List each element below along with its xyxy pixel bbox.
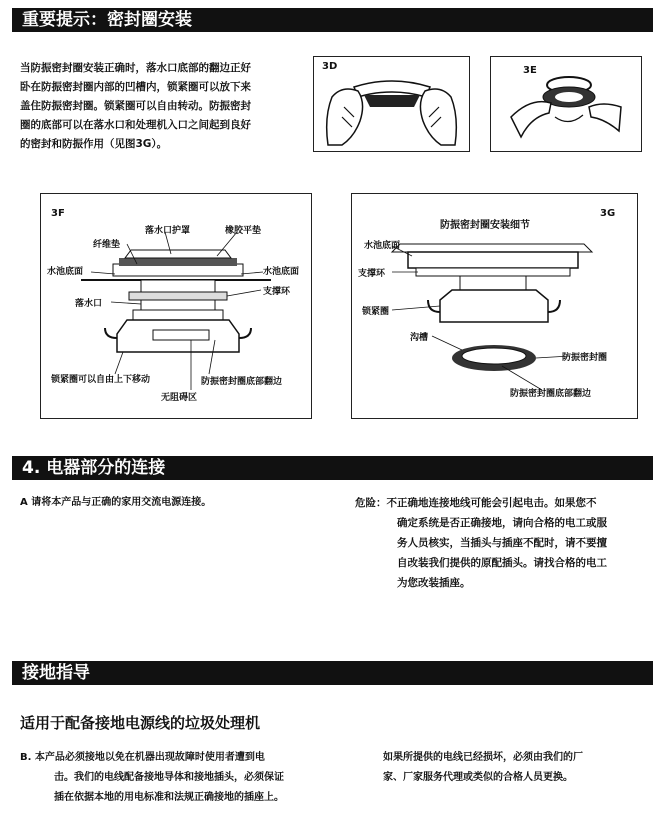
danger-warning bbox=[355, 493, 655, 593]
figure-3e bbox=[490, 56, 642, 152]
figure-3e-illustration bbox=[491, 57, 641, 151]
para-line: 卧在防振密封圈内部的凹槽内，锁紧圈可以放下来 bbox=[20, 81, 251, 93]
para-line: 的密封和防振作用（见图3G）。 bbox=[20, 138, 168, 150]
label-fiber-gasket: 纤维垫 bbox=[93, 240, 121, 250]
danger-line: 自改装我们提供的原配插头。请找合格的电工 bbox=[397, 557, 607, 569]
label-3g-support-ring: 支撑环 bbox=[358, 269, 386, 279]
section-title-grounding: 接地指导 bbox=[12, 661, 653, 685]
item-b-line: 击。我们的电线配备接地导体和接地插头，必须保证 bbox=[54, 772, 284, 783]
grounding-subtitle: 适用于配备接地电源线的垃圾处理机 bbox=[20, 714, 261, 732]
para-line: 盖住防振密封圈。锁紧圈可以自由转动。防振密封 bbox=[20, 100, 251, 112]
label-3g-groove: 沟槽 bbox=[410, 333, 429, 343]
section-title-seal-install: 重要提示：密封圈安装 bbox=[12, 8, 653, 32]
figure-3g-title: 防振密封圈安装细节 bbox=[440, 220, 530, 231]
label-lock-ring-moves: 锁紧圈可以自由上下移动 bbox=[51, 375, 151, 385]
note-line: 如果所提供的电线已经损坏，必须由我们的厂 bbox=[383, 752, 583, 763]
label-drain-guard: 落水口护罩 bbox=[145, 226, 191, 236]
item-b-line: 插在依据本地的用电标准和法规正确接地的插座上。 bbox=[54, 792, 284, 803]
section-title-electrical: 4. 电器部分的连接 bbox=[12, 456, 653, 480]
label-sink-bottom-right: 水池底面 bbox=[263, 267, 300, 277]
label-no-obstruction: 无阻碍区 bbox=[161, 393, 198, 403]
item-b-line: B. 本产品必须接地以免在机器出现故障时使用者遭到电 bbox=[20, 752, 265, 763]
figure-3e-id: 3E bbox=[523, 65, 537, 76]
para-line: 圈的底部可以在落水口和处理机入口之间起到良好 bbox=[20, 119, 251, 131]
label-3g-lock-ring: 锁紧圈 bbox=[362, 307, 390, 317]
figure-3d bbox=[313, 56, 470, 152]
label-3g-seal-ring: 防振密封圈 bbox=[562, 353, 608, 363]
figure-3f bbox=[40, 193, 312, 419]
seal-install-paragraph bbox=[20, 59, 290, 154]
figure-3f-id: 3F bbox=[51, 208, 65, 219]
cord-replacement-note bbox=[383, 748, 643, 788]
danger-line: 危险：不正确地连接地线可能会引起电击。如果您不 bbox=[355, 497, 597, 509]
item-b bbox=[20, 748, 350, 808]
note-line: 家、厂家服务代理或类似的合格人员更换。 bbox=[383, 772, 573, 783]
danger-line: 确定系统是否正确接地，请向合格的电工或服 bbox=[397, 517, 607, 529]
label-3g-sink-bottom: 水池底面 bbox=[364, 241, 401, 251]
label-rubber-gasket: 橡胶平垫 bbox=[225, 226, 262, 236]
figure-3g-illustration bbox=[352, 194, 637, 418]
label-drain: 落水口 bbox=[75, 299, 103, 309]
danger-line: 务人员核实，当插头与插座不配时，请不要擅 bbox=[397, 537, 607, 549]
figure-3d-illustration bbox=[314, 57, 469, 151]
para-line: 当防振密封圈安装正确时，落水口底部的翻边正好 bbox=[20, 62, 251, 74]
label-seal-flange: 防振密封圈底部翻边 bbox=[201, 377, 283, 387]
label-sink-bottom-left: 水池底面 bbox=[47, 267, 84, 277]
danger-line: 为您改装插座。 bbox=[397, 577, 471, 589]
figure-3g-id: 3G bbox=[600, 208, 616, 219]
label-support-ring: 支撑环 bbox=[263, 287, 291, 297]
figure-3g bbox=[351, 193, 638, 419]
item-a: A 请将本产品与正确的家用交流电源连接。 bbox=[20, 497, 212, 508]
label-3g-seal-flange: 防振密封圈底部翻边 bbox=[510, 389, 592, 399]
figure-3d-id: 3D bbox=[322, 61, 338, 72]
